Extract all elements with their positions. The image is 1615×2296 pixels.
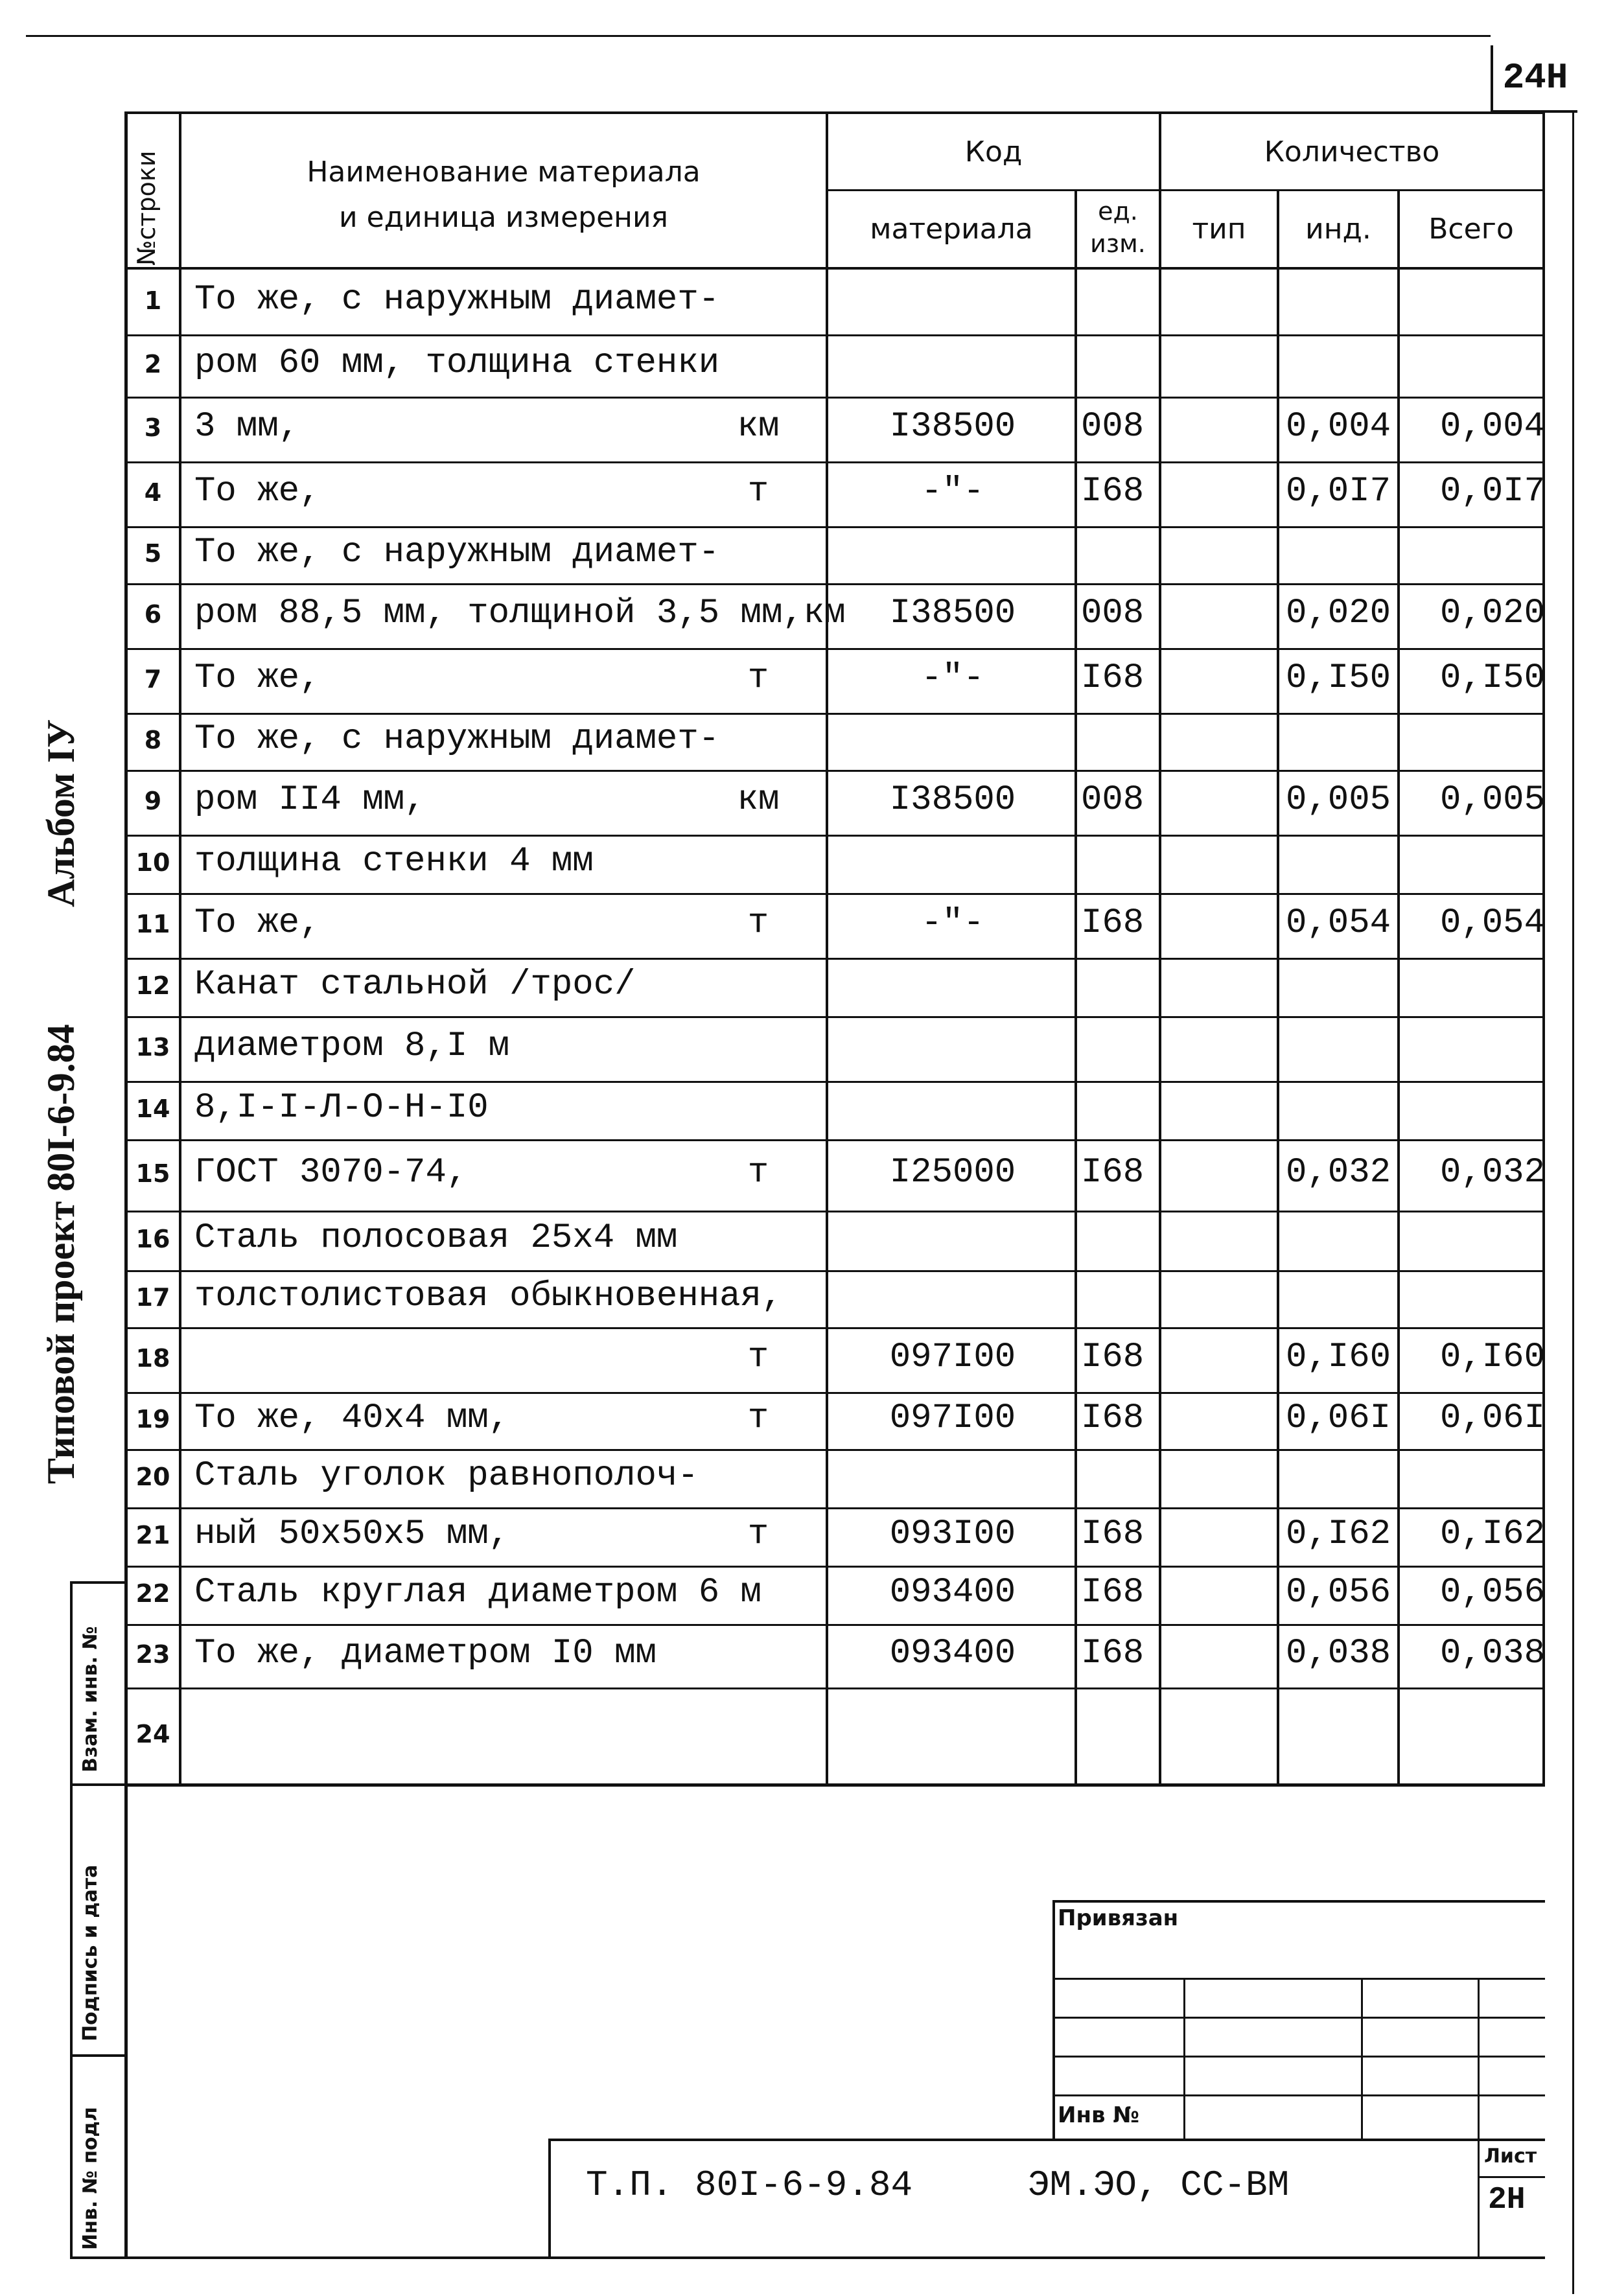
row-separator: [124, 1139, 1545, 1141]
row-separator: [124, 1270, 1545, 1272]
row-separator: [124, 1687, 1545, 1689]
material-name: Канат стальной /трос/: [194, 965, 636, 1004]
quantity-ind: 0,004: [1286, 407, 1391, 446]
unit-code: 008: [1081, 780, 1144, 820]
material-code: -"-: [921, 658, 984, 698]
quantity-ind: 0,06I: [1286, 1398, 1391, 1438]
stamp-label-vzam-inv: Взам. инв. №: [79, 1626, 102, 1772]
material-unit: т: [747, 1153, 769, 1192]
row-separator: [124, 1081, 1545, 1083]
row-separator: [124, 1507, 1545, 1509]
quantity-total: 0,I50: [1439, 658, 1545, 698]
row-number: 19: [135, 1405, 170, 1433]
quantity-total: 0,056: [1439, 1573, 1545, 1612]
material-code: I25000: [889, 1153, 1016, 1192]
quantity-total: 0,I62: [1439, 1514, 1545, 1554]
material-name: ром II4 мм,: [194, 780, 426, 820]
row-number: 20: [135, 1463, 170, 1491]
row-separator: [124, 1211, 1545, 1212]
row-number: 1: [144, 286, 162, 315]
material-name: 8,I-I-Л-О-Н-I0: [194, 1088, 489, 1128]
unit-code: 008: [1081, 407, 1144, 446]
page-number: 24Н: [1491, 45, 1577, 113]
quantity-ind: 0,054: [1286, 903, 1391, 943]
row-number: 14: [135, 1095, 170, 1123]
row-number: 15: [135, 1159, 170, 1188]
material-name: толстолистовая обыкновенная,: [194, 1277, 783, 1316]
quantity-ind: 0,0I7: [1286, 472, 1391, 511]
unit-code: I68: [1081, 1338, 1144, 1377]
material-name: То же, с наружным диамет-: [194, 280, 720, 319]
right-edge: [1572, 110, 1574, 2294]
unit-code: I68: [1081, 1153, 1144, 1192]
quantity-ind: 0,056: [1286, 1573, 1391, 1612]
row-number: 21: [135, 1521, 170, 1549]
quantity-ind: 0,I60: [1286, 1338, 1391, 1377]
material-code: 093400: [889, 1573, 1016, 1612]
privyazan-label: Привязан: [1058, 1905, 1179, 1931]
material-name: ром 88,5 мм, толщиной 3,5 мм,км: [194, 594, 846, 633]
material-name: То же,: [194, 658, 321, 698]
material-name: толщина стенки 4 мм: [194, 842, 594, 881]
material-unit: т: [747, 1338, 769, 1377]
sheet-value: 2Н: [1488, 2183, 1526, 2218]
row-number: 3: [144, 413, 162, 442]
row-separator: [124, 1392, 1545, 1394]
material-name: ГОСТ 3070-74,: [194, 1153, 468, 1192]
material-unit: т: [747, 903, 769, 943]
material-name: диаметром 8,I м: [194, 1026, 510, 1066]
stamp-label-signature-date: Подпись и дата: [79, 1864, 102, 2041]
row-separator: [124, 713, 1545, 715]
material-code: -"-: [921, 903, 984, 943]
material-name: Сталь круглая диаметром 6 м: [194, 1573, 761, 1612]
row-separator: [124, 1566, 1545, 1568]
material-unit: т: [747, 658, 769, 698]
unit-code: I68: [1081, 1634, 1144, 1673]
header-total: Всего: [1428, 213, 1514, 246]
quantity-total: 0,038: [1439, 1634, 1545, 1673]
row-number: 4: [144, 478, 162, 507]
row-separator: [124, 958, 1545, 960]
row-number: 9: [144, 787, 162, 815]
quantity-total: 0,0I7: [1439, 472, 1545, 511]
row-separator: [124, 583, 1545, 585]
row-number: 17: [135, 1283, 170, 1312]
header-ind: инд.: [1305, 213, 1371, 246]
row-separator: [124, 397, 1545, 399]
material-code: 097I00: [889, 1338, 1016, 1377]
row-number: 5: [144, 539, 162, 568]
row-separator: [124, 1449, 1545, 1451]
unit-code: I68: [1081, 1514, 1144, 1554]
doc-code: Т.П. 80I-6-9.84: [586, 2164, 913, 2206]
material-name: 3 мм,: [194, 407, 300, 446]
unit-code: I68: [1081, 903, 1144, 943]
unit-code: I68: [1081, 1573, 1144, 1612]
row-number: 22: [135, 1579, 170, 1608]
row-separator: [124, 770, 1545, 772]
material-code: -"-: [921, 472, 984, 511]
row-number: 11: [135, 910, 170, 938]
unit-code: I68: [1081, 1398, 1144, 1438]
row-separator: [124, 1327, 1545, 1329]
material-code: 093I00: [889, 1514, 1016, 1554]
row-number: 10: [135, 848, 170, 877]
quantity-total: 0,004: [1439, 407, 1545, 446]
material-name: То же,: [194, 903, 321, 943]
row-number: 18: [135, 1344, 170, 1373]
unit-code: I68: [1081, 658, 1144, 698]
quantity-total: 0,I60: [1439, 1338, 1545, 1377]
quantity-total: 0,005: [1439, 780, 1545, 820]
row-separator: [124, 526, 1545, 528]
quantity-total: 0,020: [1439, 594, 1545, 633]
quantity-total: 0,06I: [1439, 1398, 1545, 1438]
material-unit: т: [747, 472, 769, 511]
quantity-ind: 0,005: [1286, 780, 1391, 820]
material-code: I38500: [889, 780, 1016, 820]
quantity-ind: 0,038: [1286, 1634, 1391, 1673]
sheet-label: Лист: [1484, 2145, 1537, 2168]
stamp-label-inv-podl: Инв. № подл: [79, 2107, 102, 2250]
material-code: I38500: [889, 407, 1016, 446]
row-number: 16: [135, 1225, 170, 1253]
material-name: Сталь уголок равнополоч-: [194, 1456, 699, 1496]
quantity-ind: 0,020: [1286, 594, 1391, 633]
header-type: тип: [1192, 213, 1246, 246]
row-number: 13: [135, 1033, 170, 1061]
quantity-total: 0,032: [1439, 1153, 1545, 1192]
material-name: Сталь полосовая 25х4 мм: [194, 1218, 678, 1258]
unit-code: I68: [1081, 472, 1144, 511]
row-separator: [124, 835, 1545, 837]
row-separator: [124, 893, 1545, 895]
row-number: 23: [135, 1640, 170, 1669]
header-name-line1: Наименование материала: [307, 155, 701, 189]
header-code: Код: [964, 135, 1023, 168]
material-name: То же,: [194, 472, 321, 511]
header-name-line2: и единица измерения: [338, 200, 669, 234]
material-unit: т: [747, 1398, 769, 1438]
row-separator: [124, 1624, 1545, 1626]
header-row-no: №строки: [132, 150, 161, 266]
side-project-title: Типовой проект 80I-6-9.84: [40, 1024, 82, 1484]
row-separator: [124, 334, 1545, 336]
material-unit: т: [747, 1514, 769, 1554]
header-quantity: Количество: [1264, 135, 1440, 168]
material-name: ром 60 мм, толщина стенки: [194, 343, 720, 383]
header-unit-2: изм.: [1090, 229, 1146, 258]
material-name: То же, диаметром I0 мм: [194, 1634, 656, 1673]
row-separator: [124, 648, 1545, 650]
quantity-ind: 0,I50: [1286, 658, 1391, 698]
quantity-ind: 0,I62: [1286, 1514, 1391, 1554]
inv-no-label: Инв №: [1058, 2102, 1140, 2128]
quantity-ind: 0,032: [1286, 1153, 1391, 1192]
row-number: 6: [144, 600, 162, 629]
header-material: материала: [870, 213, 1033, 246]
material-name: ный 50х50х5 мм,: [194, 1514, 510, 1554]
row-number: 24: [135, 1720, 170, 1748]
unit-code: 008: [1081, 594, 1144, 633]
row-number: 8: [144, 726, 162, 754]
material-unit: км: [737, 780, 780, 820]
material-code: 097I00: [889, 1398, 1016, 1438]
row-separator: [124, 1016, 1545, 1018]
material-code: 093400: [889, 1634, 1016, 1673]
header-unit-1: ед.: [1098, 197, 1138, 226]
material-code: I38500: [889, 594, 1016, 633]
row-number: 7: [144, 665, 162, 693]
row-number: 2: [144, 350, 162, 378]
top-border: [26, 35, 1491, 37]
quantity-total: 0,054: [1439, 903, 1545, 943]
doc-mark: ЭМ.ЭО, СС-ВМ: [1028, 2164, 1290, 2206]
material-name: То же, с наружным диамет-: [194, 533, 720, 572]
material-name: То же, с наружным диамет-: [194, 719, 720, 759]
row-number: 12: [135, 971, 170, 1000]
row-separator: [124, 461, 1545, 463]
material-unit: км: [737, 407, 780, 446]
side-album-label: Альбом IУ: [40, 719, 82, 907]
material-name: То же, 40х4 мм,: [194, 1398, 510, 1438]
